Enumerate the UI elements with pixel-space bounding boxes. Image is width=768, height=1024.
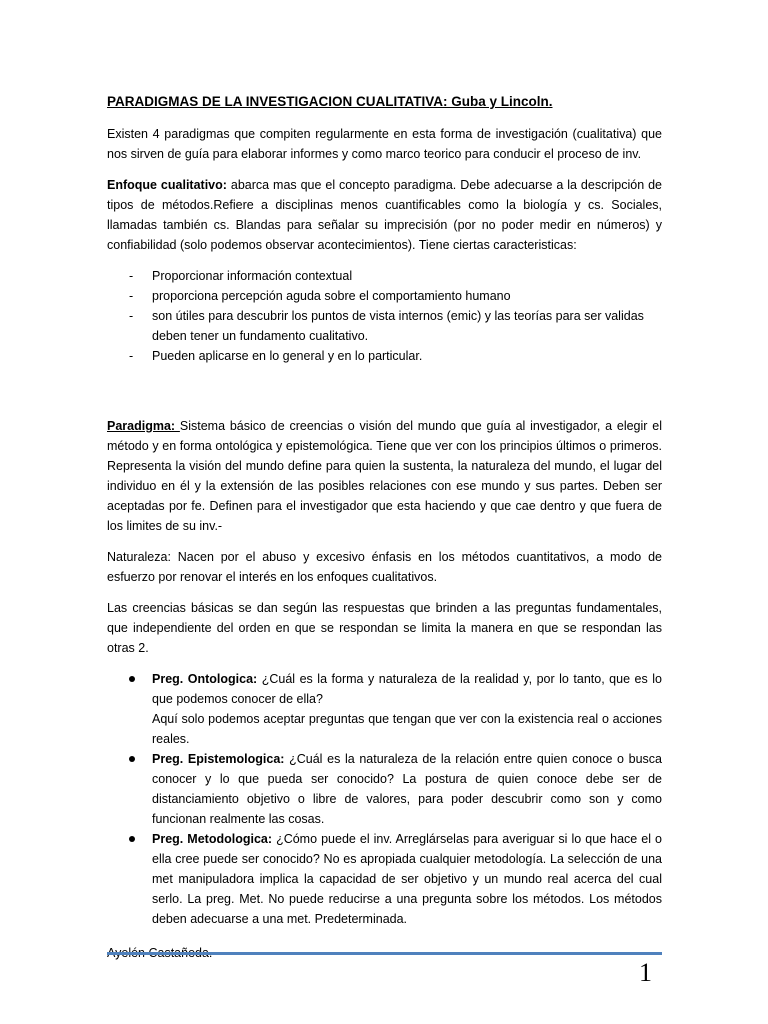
bullet-icon: [129, 676, 135, 682]
bullet-icon: [129, 836, 135, 842]
dash-marker: -: [129, 349, 134, 363]
intro-paragraph: Existen 4 paradigmas que compiten regularmente en esta forma de investigación (cualitativa) que nos sirven de guía para elaborar informes y como marco teorico para conducir el proceso de inv.: [107, 127, 662, 161]
paradigma-paragraph: [107, 416, 662, 536]
paradigma-text: Sistema básico de creencias o visión del mundo que guía al investigador, a elegir el método y en forma ontológica y epistemológica. Tiene que ver con los principios últimos o primeros. Representa la visión del mundo define para quien la sustenta, la naturaleza del mundo, el lugar del individuo en él y la extensión de las posibles relaciones con ese mundo y sus partes. Deben ser aceptadas por fe. Definen para el investigador que esta haciendo y que cae dentro y que fuera de los limites de su inv.-: [107, 419, 662, 533]
page-number: 1: [639, 958, 652, 987]
dash-marker: -: [129, 309, 134, 323]
creencias-paragraph: Las creencias básicas se dan según las respuestas que brinden a las preguntas fundamentales, que independiente del orden en que se respondan se limita la manera en que se respondan las otras 2.: [107, 601, 662, 655]
list-item: Preg. Epistemologica: ¿Cuál es la naturaleza de la relación entre quien conoce o busca conocer y lo que pueda ser conocido? La postura de quien conoce debe ser de distanciamiento objetivo o libre de valores, para poder descubrir como son y como funcionan realmente las cosas.: [107, 749, 662, 829]
enfoque-text: abarca mas que el concepto paradigma. Debe adecuarse a la descripción de tipos de métodos.Refiere a disciplinas menos cuantificables como la biología y cs. Sociales, llamadas también cs. Blandas para señalar su imprecisión (por no poder medir en números) y confiabilidad (solo podemos observar acontecimientos). Tiene ciertas caracteristicas:: [107, 178, 662, 252]
enfoque-paragraph: [107, 175, 662, 255]
enfoque-label: Enfoque cualitativo:: [107, 178, 227, 192]
list-item: - Proporcionar información contextual: [107, 266, 662, 286]
paradigma-label: Paradigma:: [107, 419, 180, 433]
list-item: - Pueden aplicarse en lo general y en lo particular.: [107, 346, 662, 366]
naturaleza-paragraph: Naturaleza: Nacen por el abuso y excesivo énfasis en los métodos cuantitativos, a modo de esfuerzo por renovar el interés en los enfoques cualitativos.: [107, 550, 662, 584]
document-title: PARADIGMAS DE LA INVESTIGACION CUALITATIVA: Guba y Lincoln.: [107, 94, 553, 109]
list-item: - proporciona percepción aguda sobre el comportamiento humano: [107, 286, 662, 306]
list-item: Preg. Metodologica: ¿Cómo puede el inv. Arreglárselas para averiguar si lo que hace el o ella cree puede ser conocido? No es apropiada cualquier metodología. La selección de una met manipuladora implica la capacidad de ser objetivo y un mundo real acerca del cual serlo. La preg. Met. No puede reducirse a una pregunta sobre los métodos. Los métodos deben adecuarse a una met. Predeterminada.: [107, 829, 662, 929]
questions-list: [107, 669, 662, 929]
dash-marker: -: [129, 269, 134, 283]
features-list: [107, 266, 662, 366]
document-body: [107, 92, 662, 929]
list-item: - son útiles para descubrir los puntos de vista internos (emic) y las teorías para ser validas deben tener un fundamento cualitativo.: [107, 306, 662, 346]
footer-divider: [107, 952, 662, 955]
bullet-icon: [129, 756, 135, 762]
list-item: Preg. Ontologica: ¿Cuál es la forma y naturaleza de la realidad y, por lo tanto, que es lo que podemos conocer de ella? Aquí solo podemos aceptar preguntas que tengan que ver con la existencia real o acciones reales.: [107, 669, 662, 749]
dash-marker: -: [129, 289, 134, 303]
